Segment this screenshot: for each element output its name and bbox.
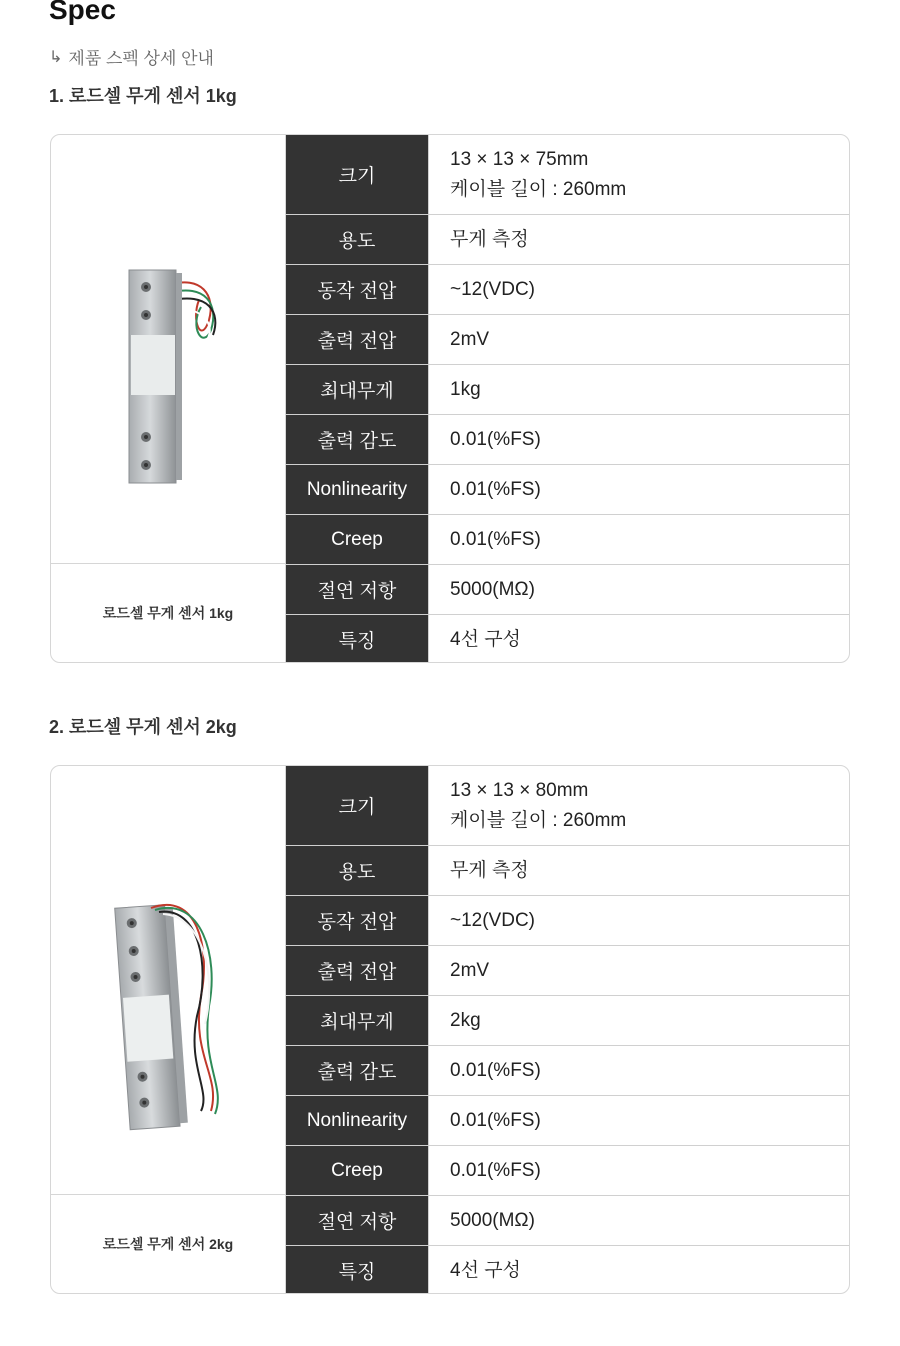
spec-label: 크기 <box>286 766 429 845</box>
spec-row-creep <box>286 1146 849 1196</box>
page-subtitle <box>49 44 214 69</box>
spec-value: 5000(MΩ) <box>450 1209 535 1231</box>
spec-value: 무게 측정 <box>450 228 529 250</box>
spec-row-sensitivity <box>286 1046 849 1096</box>
spec-value: ~12(VDC) <box>450 278 535 300</box>
spec-row-insulation <box>286 1196 849 1246</box>
load-cell-1kg-image <box>51 135 285 563</box>
return-arrow-icon: ↳ <box>49 48 63 66</box>
spec-row-voltage <box>286 896 849 946</box>
load-cell-2kg-image <box>51 766 285 1194</box>
spec-row-max-weight <box>286 996 849 1046</box>
spec-row-voltage <box>286 265 849 315</box>
cable-length-value: 케이블 길이 : 260mm <box>450 178 627 200</box>
spec-label: 최대무게 <box>286 996 429 1045</box>
spec-label: 크기 <box>286 135 429 214</box>
spec-row-feature <box>286 1246 849 1294</box>
product-2-caption: 로드셀 무게 센서 2kg <box>102 1236 234 1252</box>
spec-value <box>429 766 849 845</box>
spec-label: 용도 <box>286 846 429 895</box>
spec-value: 0.01(%FS) <box>450 1059 541 1081</box>
product-2-image <box>51 766 285 1195</box>
product-2-image-column <box>51 766 286 1293</box>
spec-value: 0.01(%FS) <box>450 1109 541 1131</box>
spec-value: ~12(VDC) <box>450 909 535 931</box>
spec-row-output <box>286 946 849 996</box>
spec-row-insulation <box>286 565 849 615</box>
spec-value: 0.01(%FS) <box>450 428 541 450</box>
page-title: Spec <box>49 0 116 25</box>
spec-value: 2mV <box>450 959 490 981</box>
spec-label: Creep <box>286 1146 429 1195</box>
spec-row-output <box>286 315 849 365</box>
product-1-heading: 1. 로드셀 무게 센서 1kg <box>49 86 237 106</box>
product-2-spec-card <box>50 765 850 1294</box>
spec-row-feature <box>286 615 849 663</box>
spec-label: 동작 전압 <box>286 896 429 945</box>
spec-value <box>429 135 849 214</box>
spec-row-nonlinearity <box>286 1096 849 1146</box>
spec-label: 최대무게 <box>286 365 429 414</box>
spec-value: 0.01(%FS) <box>450 1159 541 1181</box>
spec-row-creep <box>286 515 849 565</box>
spec-value: 4선 구성 <box>450 1259 521 1281</box>
spec-row-size <box>286 766 849 846</box>
spec-value: 무게 측정 <box>450 859 529 881</box>
spec-row-sensitivity <box>286 415 849 465</box>
product-1-image-column <box>51 135 286 662</box>
spec-label: 출력 감도 <box>286 415 429 464</box>
spec-value: 5000(MΩ) <box>450 578 535 600</box>
size-value: 13 × 13 × 75mm <box>450 148 589 170</box>
spec-label: 용도 <box>286 215 429 264</box>
spec-value: 0.01(%FS) <box>450 478 541 500</box>
spec-label: Creep <box>286 515 429 564</box>
spec-label: 동작 전압 <box>286 265 429 314</box>
spec-value: 2kg <box>450 1009 481 1031</box>
spec-value: 4선 구성 <box>450 628 521 650</box>
size-value: 13 × 13 × 80mm <box>450 779 589 801</box>
spec-label: 출력 전압 <box>286 946 429 995</box>
spec-label: 절연 저항 <box>286 565 429 614</box>
spec-value: 2mV <box>450 328 490 350</box>
spec-row-max-weight <box>286 365 849 415</box>
spec-value: 0.01(%FS) <box>450 528 541 550</box>
product-1-spec-table <box>286 135 849 663</box>
product-2-spec-table <box>286 766 849 1294</box>
spec-label: Nonlinearity <box>286 465 429 514</box>
spec-label: 절연 저항 <box>286 1196 429 1245</box>
product-1-image <box>51 135 285 564</box>
spec-row-use <box>286 846 849 896</box>
spec-row-nonlinearity <box>286 465 849 515</box>
spec-row-use <box>286 215 849 265</box>
product-2-heading: 2. 로드셀 무게 센서 2kg <box>49 717 237 737</box>
spec-label: 특징 <box>286 615 429 663</box>
cable-length-value: 케이블 길이 : 260mm <box>450 809 627 831</box>
spec-value: 1kg <box>450 378 481 400</box>
spec-label: 특징 <box>286 1246 429 1294</box>
product-1-caption: 로드셀 무게 센서 1kg <box>102 605 234 621</box>
spec-label: 출력 감도 <box>286 1046 429 1095</box>
spec-label: Nonlinearity <box>286 1096 429 1145</box>
spec-label: 출력 전압 <box>286 315 429 364</box>
product-1-spec-card <box>50 134 850 663</box>
spec-row-size <box>286 135 849 215</box>
subtitle-text: 제품 스펙 상세 안내 <box>68 49 214 68</box>
